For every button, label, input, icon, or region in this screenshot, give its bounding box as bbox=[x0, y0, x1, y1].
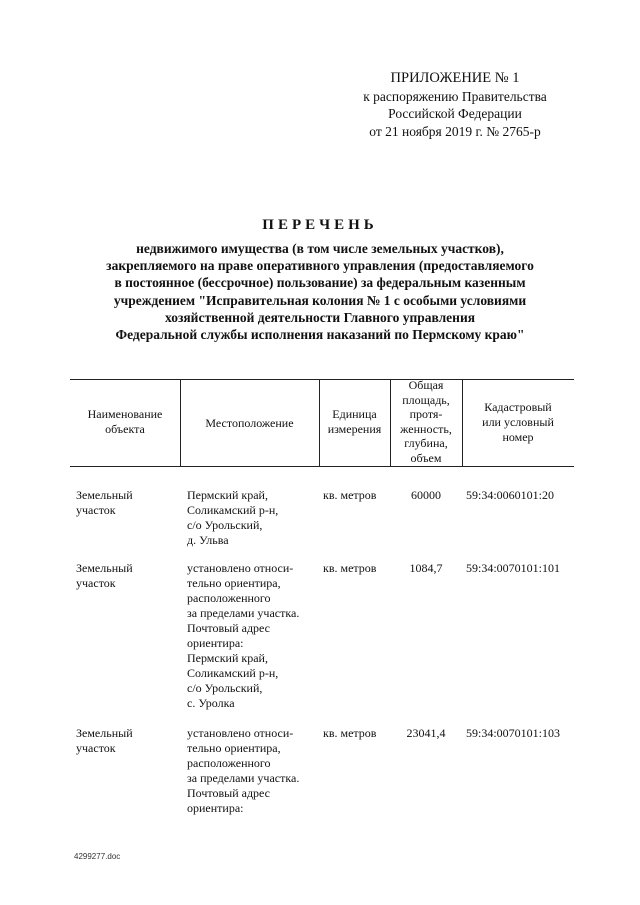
row-location: Пермский край, Соликамский р-н, с/о Урольский, д. Ульва bbox=[187, 488, 279, 547]
row-unit: кв. метров bbox=[323, 488, 377, 502]
appendix-line-3: от 21 ноября 2019 г. № 2765-р bbox=[369, 123, 541, 139]
row-unit: кв. метров bbox=[323, 561, 377, 575]
row-area: 23041,4 bbox=[406, 726, 446, 740]
subtitle-line: недвижимого имущества (в том числе земельных участков), bbox=[136, 241, 504, 256]
row-location: установлено относи- тельно ориентира, расположенного за пределами участка. Почтовый адрес ориентира: bbox=[187, 726, 300, 815]
row-area: 1084,7 bbox=[409, 561, 443, 575]
table-header-rule bbox=[70, 466, 574, 467]
subtitle-line: хозяйственной деятельности Главного управления bbox=[164, 309, 476, 325]
row-unit: кв. метров bbox=[323, 726, 377, 740]
row-cadastral: 59:34:0070101:103 bbox=[466, 726, 561, 740]
row-area: 60000 bbox=[411, 488, 441, 502]
row-name: Земельный участок bbox=[76, 561, 133, 590]
appendix-number: ПРИЛОЖЕНИЕ № 1 bbox=[390, 70, 520, 86]
document-title: ПЕРЕЧЕНЬ bbox=[262, 217, 378, 233]
header-name: Наименование объекта bbox=[87, 407, 163, 436]
row-location: установлено относи- тельно ориентира, расположенного за пределами участка. Почтовый адрес ориентира: Пермский край, Соликамский р-н, с/о Урольский, с. Уролка bbox=[187, 561, 300, 710]
header-location: Местоположение bbox=[205, 416, 294, 430]
appendix-line-2: Российской Федерации bbox=[388, 106, 522, 121]
row-name: Земельный участок bbox=[76, 726, 133, 755]
row-cadastral: 59:34:0060101:20 bbox=[466, 488, 555, 502]
row-name: Земельный участок bbox=[76, 488, 133, 517]
appendix-block bbox=[330, 70, 580, 140]
row-cadastral: 59:34:0070101:101 bbox=[466, 561, 561, 575]
document-subtitle bbox=[60, 240, 580, 343]
appendix-line-1: к распоряжению Правительства bbox=[363, 88, 547, 104]
document-footer: 4299277.doc bbox=[74, 852, 121, 861]
header-unit: Единица измерения bbox=[327, 407, 382, 436]
subtitle-line: закрепляемого на праве оперативного управления (предоставляемого bbox=[106, 258, 534, 274]
header-area: Общая площадь, протя- женность, глубина, объем bbox=[400, 378, 452, 465]
header-cadastral: Кадастровый или условный номер bbox=[482, 400, 554, 444]
subtitle-line: в постоянное (бессрочное) пользование) за федеральным казенным bbox=[114, 275, 526, 291]
table-top-rule bbox=[70, 379, 574, 380]
subtitle-line: учреждением "Исправительная колония № 1 с особыми условиями bbox=[113, 292, 527, 308]
subtitle-line: Федеральной службы исполнения наказаний по Пермскому краю" bbox=[115, 327, 525, 343]
